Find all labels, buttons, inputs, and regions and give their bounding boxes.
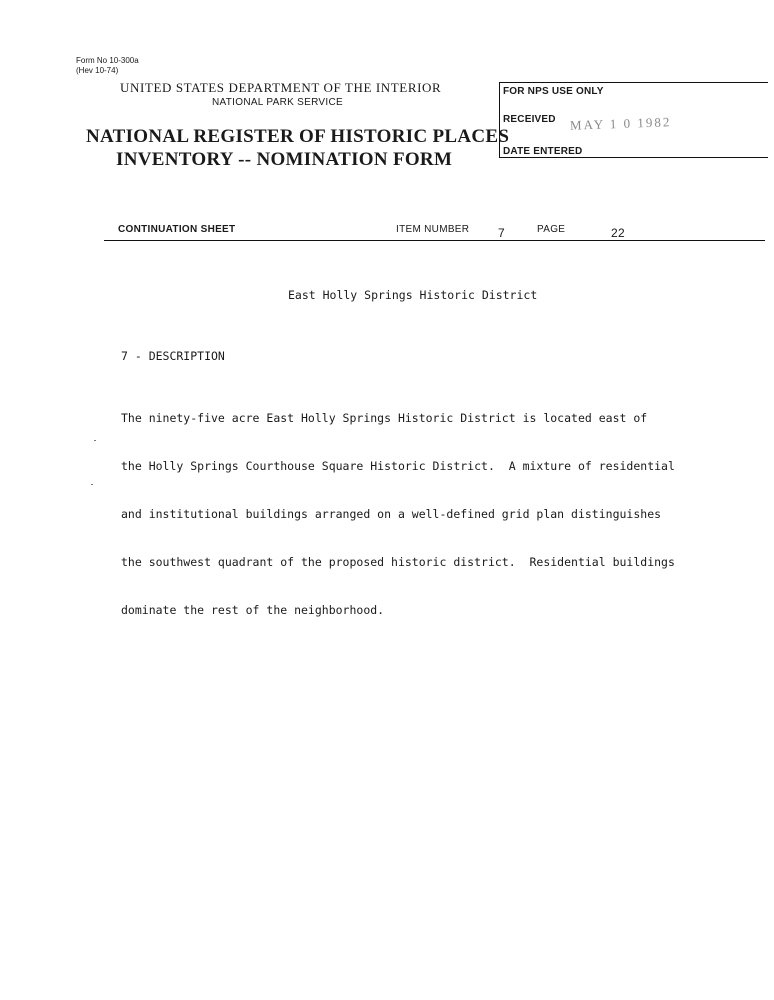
paragraph-line: the southwest quadrant of the proposed historic district. Residential buildings [121, 555, 675, 569]
form-title-line1: NATIONAL REGISTER OF HISTORIC PLACES [86, 126, 510, 147]
page-number-value: 22 [611, 226, 625, 240]
form-title-line2: INVENTORY -- NOMINATION FORM [116, 149, 453, 170]
item-number-value: 7 [498, 226, 505, 240]
district-title: East Holly Springs Historic District [288, 288, 538, 302]
page-label: PAGE [537, 224, 566, 235]
department-name: UNITED STATES DEPARTMENT OF THE INTERIOR [120, 80, 442, 95]
received-date-stamp: MAY 1 0 1982 [569, 114, 672, 133]
paragraph-line: and institutional buildings arranged on a well-defined grid plan distinguishes [121, 507, 662, 521]
nps-use-box [499, 82, 768, 158]
section-heading: 7 - DESCRIPTION [121, 349, 225, 363]
continuation-sheet-row [104, 222, 765, 241]
form-number [76, 56, 139, 76]
scan-speck [91, 484, 93, 485]
paragraph-line: the Holly Springs Courthouse Square Historic District. A mixture of residential [121, 459, 675, 473]
scan-speck [94, 440, 96, 441]
item-number-label: ITEM NUMBER [396, 224, 470, 235]
paragraph-line: dominate the rest of the neighborhood. [121, 603, 385, 617]
form-revision-text: (Hev 10-74) [76, 66, 119, 75]
service-name: NATIONAL PARK SERVICE [212, 97, 343, 108]
nps-use-heading: FOR NPS USE ONLY [503, 86, 604, 97]
paragraph-line: The ninety-five acre East Holly Springs Historic District is located east of [121, 411, 648, 425]
date-entered-label: DATE ENTERED [503, 146, 583, 157]
nps-box-bottom-rule [500, 157, 768, 158]
continuation-sheet-label: CONTINUATION SHEET [118, 224, 236, 235]
form-number-text: Form No 10-300a [76, 56, 139, 65]
description-paragraph [121, 378, 675, 634]
received-label: RECEIVED [503, 114, 556, 125]
nps-box-top-rule [500, 82, 768, 83]
